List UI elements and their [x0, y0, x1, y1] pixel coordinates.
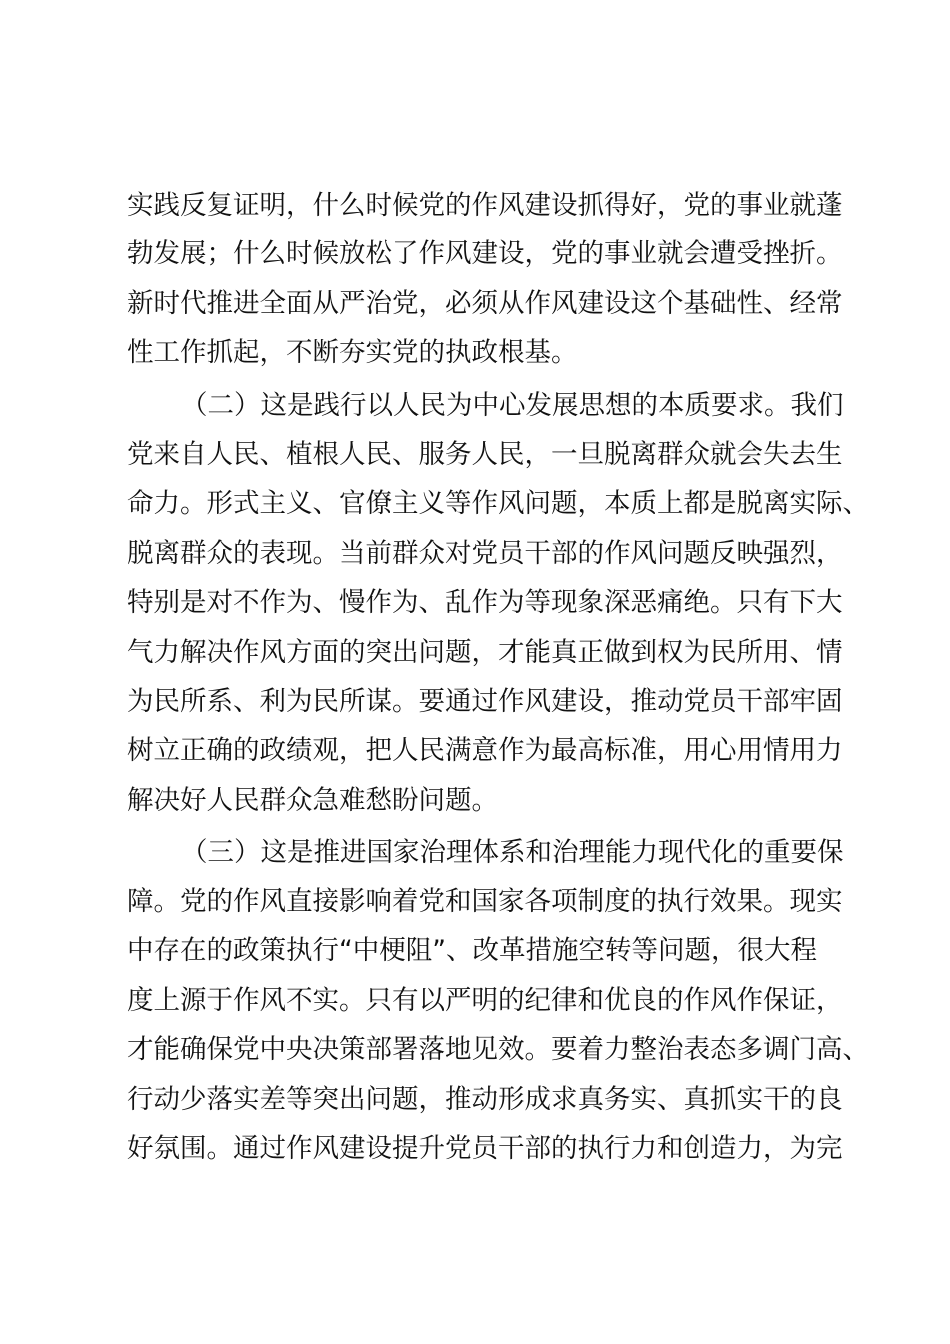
text-line-2: 勃发展；什么时候放松了作风建设，党的事业就会遭受挫折。 — [127, 238, 843, 269]
text-line-3: 新时代推进全面从严治党，必须从作风建设这个基础性、经常 — [127, 288, 843, 319]
section-3-first-line: （三）这是推进国家治理体系和治理能力现代化的重要保 — [181, 837, 844, 868]
text-line-11: 为民所系、利为民所谋。要通过作风建设，推动党员干部牢固 — [127, 686, 843, 717]
text-line-20: 好氛围。通过作风建设提升党员干部的执行力和创造力，为完 — [127, 1133, 843, 1164]
text-line-10: 气力解决作风方面的突出问题，才能真正做到权为民所用、情 — [127, 637, 843, 668]
text-line-17: 度上源于作风不实。只有以严明的纪律和优良的作风作保证， — [127, 985, 843, 1016]
text-line-6: 党来自人民、植根人民、服务人民，一旦脱离群众就会失去生 — [127, 439, 843, 470]
text-line-19: 行动少落实差等突出问题，推动形成求真务实、真抓实干的良 — [127, 1084, 843, 1115]
text-line-16: 中存在的政策执行“中梗阻”、改革措施空转等问题，很大程 — [127, 935, 817, 966]
text-line-12: 树立正确的政绩观，把人民满意作为最高标准，用心用情用力 — [127, 735, 843, 766]
section-2-first-line: （二）这是践行以人民为中心发展思想的本质要求。我们 — [181, 390, 844, 421]
text-line-13: 解决好人民群众急难愁盼问题。 — [127, 785, 498, 816]
text-line-1: 实践反复证明，什么时候党的作风建设抓得好，党的事业就蓬 — [127, 190, 843, 221]
text-line-7: 命力。形式主义、官僚主义等作风问题，本质上都是脱离实际、 — [127, 488, 869, 519]
text-line-8: 脱离群众的表现。当前群众对党员干部的作风问题反映强烈， — [127, 538, 843, 569]
text-line-18: 才能确保党中央决策部署落地见效。要着力整治表态多调门高、 — [127, 1034, 869, 1065]
text-line-15: 障。党的作风直接影响着党和国家各项制度的执行效果。现实 — [127, 886, 843, 917]
text-line-9: 特别是对不作为、慢作为、乱作为等现象深恶痛绝。只有下大 — [127, 587, 843, 618]
text-line-4: 性工作抓起，不断夯实党的执政根基。 — [127, 337, 578, 368]
